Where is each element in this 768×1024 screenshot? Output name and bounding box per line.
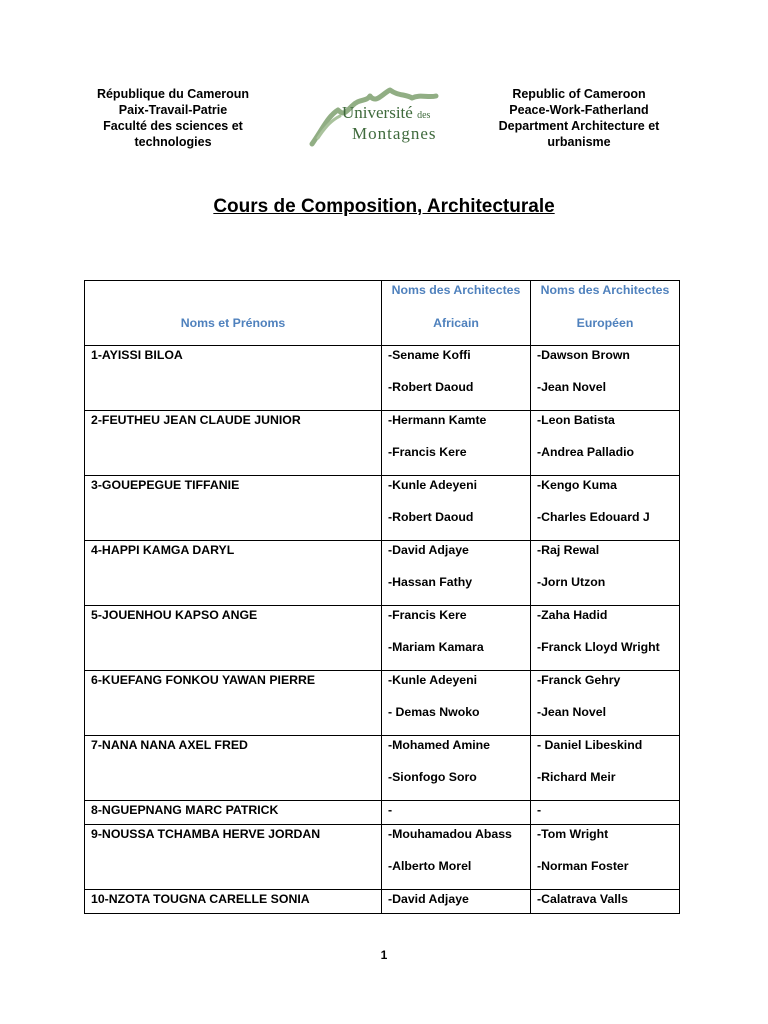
header-right-line: Republic of Cameroon: [512, 87, 646, 101]
european-architects-cell: [531, 346, 680, 411]
european-architects-cell: [531, 476, 680, 541]
header-right-line: Peace-Work-Fatherland: [509, 103, 649, 117]
student-name-cell: [85, 346, 382, 411]
column-header-label: Noms des Architectes: [391, 283, 521, 297]
table-row: [85, 476, 680, 541]
african-architects-cell: [382, 736, 531, 801]
european-architect-name: -Andrea Palladio: [537, 445, 635, 459]
african-architects-cell: [382, 825, 531, 890]
student-name-cell: [85, 411, 382, 476]
european-architect-name: -Raj Rewal: [537, 543, 600, 557]
logo-line2: Montagnes: [352, 124, 437, 143]
column-header-label: Noms des Architectes: [540, 283, 670, 297]
header-right: [484, 86, 674, 150]
header-left-line: technologies: [134, 135, 212, 149]
table-row: [85, 606, 680, 671]
european-architects-cell: [531, 411, 680, 476]
student-name: 5-JOUENHOU KAPSO ANGE: [91, 608, 258, 622]
european-architect-name: -Richard Meir: [537, 770, 616, 784]
student-name: 7-NANA NANA AXEL FRED: [91, 738, 248, 752]
european-architect-name: -Dawson Brown: [537, 348, 630, 362]
column-header-label: Européen: [576, 316, 634, 330]
table-row: [85, 825, 680, 890]
european-architect-name: -Jean Novel: [537, 380, 607, 394]
header-right-line: urbanisme: [547, 135, 611, 149]
header-right-line: Department Architecture et: [498, 119, 660, 133]
african-architects-cell: [382, 541, 531, 606]
european-architect-name: -Calatrava Valls: [537, 892, 628, 906]
european-architect-name: -Zaha Hadid: [537, 608, 608, 622]
table-row: [85, 346, 680, 411]
european-architects-cell: [531, 541, 680, 606]
column-header-european: [531, 281, 680, 346]
african-architect-name: -Francis Kere: [388, 608, 467, 622]
column-header-names: [85, 281, 382, 346]
african-architect-name: -Kunle Adeyeni: [388, 478, 478, 492]
header-left-line: Paix-Travail-Patrie: [118, 103, 228, 117]
african-architect-name: -Francis Kere: [388, 445, 467, 459]
student-name-cell: [85, 671, 382, 736]
european-architect-name: - Daniel Libeskind: [537, 738, 643, 752]
european-architect-name: -Norman Foster: [537, 859, 629, 873]
student-name: 2-FEUTHEU JEAN CLAUDE JUNIOR: [91, 413, 301, 427]
african-architect-name: -Hassan Fathy: [388, 575, 473, 589]
european-architect-name: -Franck Gehry: [537, 673, 621, 687]
student-name-cell: [85, 890, 382, 914]
header-left-line: Faculté des sciences et: [103, 119, 243, 133]
european-architects-cell: [531, 606, 680, 671]
european-architect-name: -Kengo Kuma: [537, 478, 617, 492]
african-architect-name: -Hermann Kamte: [388, 413, 487, 427]
students-architects-table: [84, 280, 680, 914]
european-architects-cell: [531, 736, 680, 801]
column-header-label: Noms et Prénoms: [180, 316, 286, 330]
column-header-african: [382, 281, 531, 346]
european-architect-name: -Jean Novel: [537, 705, 607, 719]
european-architect-name: -Tom Wright: [537, 827, 609, 841]
table-header-row: [85, 281, 680, 346]
african-architect-name: -Mouhamadou Abass: [388, 827, 512, 841]
european-architect-name: -Charles Edouard J: [537, 510, 650, 524]
european-architects-cell: [531, 671, 680, 736]
header-left: [78, 86, 268, 150]
european-architect-name: -Jorn Utzon: [537, 575, 606, 589]
page-title: Cours de Composition, Architecturale: [213, 196, 555, 217]
african-architect-name: -David Adjaye: [388, 543, 469, 557]
table-row: [85, 671, 680, 736]
african-architect-name: -Sionfogo Soro: [388, 770, 477, 784]
student-name-cell: [85, 606, 382, 671]
african-architects-cell: [382, 890, 531, 914]
student-name-cell: [85, 541, 382, 606]
logo-line1-small: des: [417, 110, 431, 121]
university-logo: [308, 86, 476, 150]
table-row: [85, 890, 680, 914]
african-architect-name: -Robert Daoud: [388, 510, 474, 524]
student-name-cell: [85, 801, 382, 825]
student-name: 3-GOUEPEGUE TIFFANIE: [91, 478, 240, 492]
african-architect-name: -Mariam Kamara: [388, 640, 484, 654]
african-architects-cell: [382, 606, 531, 671]
table-row: [85, 411, 680, 476]
african-architect-name: -Kunle Adeyeni: [388, 673, 478, 687]
african-architect-name: -: [388, 803, 393, 817]
column-header-label: Africain: [433, 316, 479, 330]
european-architects-cell: [531, 825, 680, 890]
african-architect-name: -Robert Daoud: [388, 380, 474, 394]
african-architect-name: -David Adjaye: [388, 892, 469, 906]
logo-line1: Université: [342, 103, 413, 122]
african-architect-name: -Mohamed Amine: [388, 738, 491, 752]
header-left-line: République du Cameroun: [96, 87, 250, 101]
african-architect-name: -Alberto Morel: [388, 859, 472, 873]
table-row: [85, 801, 680, 825]
student-name: 6-KUEFANG FONKOU YAWAN PIERRE: [91, 673, 316, 687]
african-architects-cell: [382, 346, 531, 411]
student-name-cell: [85, 736, 382, 801]
african-architect-name: - Demas Nwoko: [388, 705, 480, 719]
student-name: 9-NOUSSA TCHAMBA HERVE JORDAN: [91, 827, 321, 841]
european-architect-name: -Leon Batista: [537, 413, 615, 427]
european-architect-name: -Franck Lloyd Wright: [537, 640, 660, 654]
african-architects-cell: [382, 476, 531, 541]
student-name: 8-NGUEPNANG MARC PATRICK: [91, 803, 279, 817]
student-name: 4-HAPPI KAMGA DARYL: [91, 543, 235, 557]
african-architects-cell: [382, 411, 531, 476]
european-architects-cell: [531, 890, 680, 914]
student-name-cell: [85, 825, 382, 890]
student-name-cell: [85, 476, 382, 541]
student-name: 10-NZOTA TOUGNA CARELLE SONIA: [91, 892, 310, 906]
european-architect-name: -: [537, 803, 542, 817]
african-architects-cell: [382, 801, 531, 825]
page-number: 1: [380, 948, 388, 962]
african-architects-cell: [382, 671, 531, 736]
table-row: [85, 541, 680, 606]
european-architects-cell: [531, 801, 680, 825]
student-name: 1-AYISSI BILOA: [91, 348, 183, 362]
table-row: [85, 736, 680, 801]
african-architect-name: -Sename Koffi: [388, 348, 471, 362]
